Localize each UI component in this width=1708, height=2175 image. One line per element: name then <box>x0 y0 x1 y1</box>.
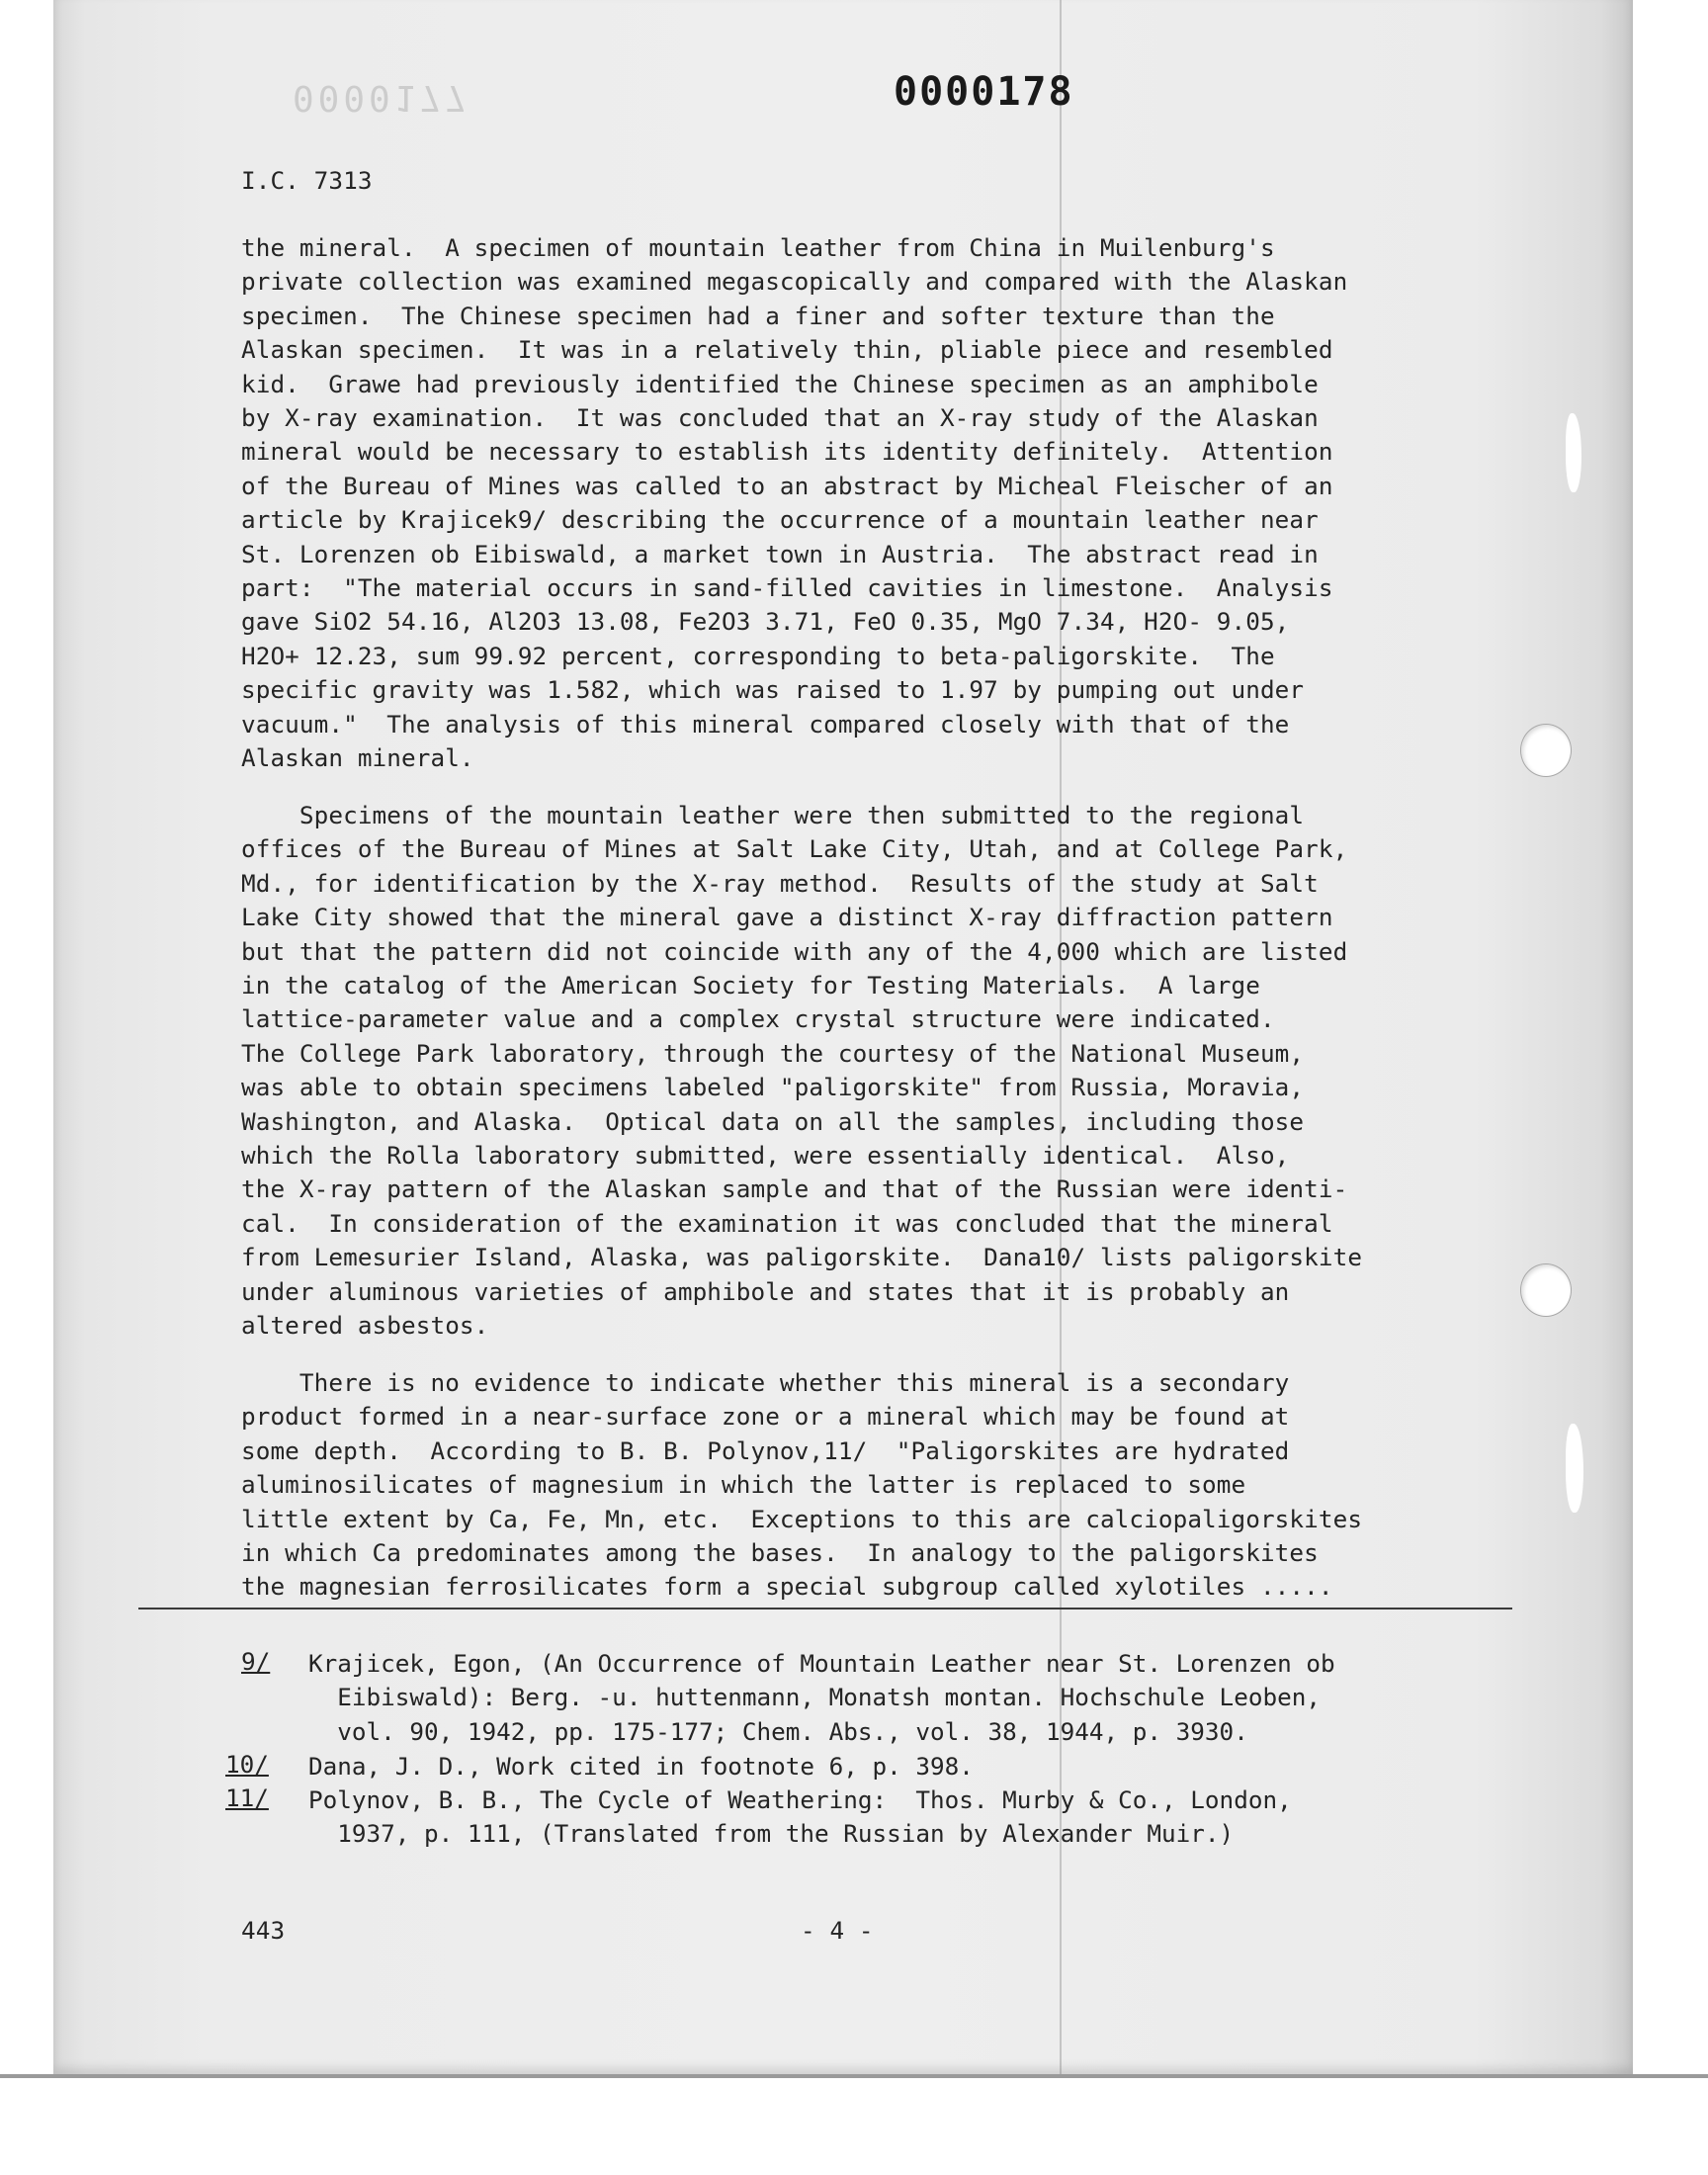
footnote-mark: 9/ <box>241 1647 271 1676</box>
document-id: I.C. 7313 <box>241 166 373 195</box>
footnote-separator <box>138 1608 1512 1610</box>
footnote-mark: 10/ <box>225 1750 269 1779</box>
punch-hole-lower <box>1520 1263 1572 1317</box>
footnote-mark: 11/ <box>225 1784 269 1812</box>
page-number: - 4 - <box>801 1916 874 1945</box>
footnote-text: Dana, J. D., Work cited in footnote 6, p. 398. <box>308 1752 974 1781</box>
paragraph-1: the mineral. A specimen of mountain leather from China in Muilenburg's private collection was examined megascopically and compared with the Alaskan specimen. The Chinese specimen had a finer and softer texture than the Alaskan specimen. It was in a relatively thin, pliable piece and resembled kid. Grawe had previously identified the Chinese specimen as an amphibole by X-ray examination. It was concluded that an X-ray study of the Alaskan mineral would be necessary to establish its identity definitely. Attention of the Bureau of Mines was called to an abstract by Micheal Fleischer of an article by Krajicek9/ describing the occurrence of a mountain leather near St. Lorenzen ob Eibiswald, a market town in Austria. The abstract read in part: "The material occurs in sand-filled cavities in limestone. Analysis gave SiO2 54.16, Al2O3 13.08, Fe2O3 3.71, FeO 0.35, MgO 7.34, H2O- 9.05, H2O+ 12.23, sum 99.92 percent, corresponding to beta-paligorskite. The specific gravity was 1.582, which was raised to 1.97 by pumping out under vacuum." The analysis of this mineral compared closely with that of the Alaskan mineral. <box>241 233 1348 773</box>
document-number: 0000178 <box>894 69 1074 115</box>
paragraph-2: Specimens of the mountain leather were then submitted to the regional offices of the Bureau of Mines at Salt Lake City, Utah, and at College Park, Md., for identification by the X-ray method. Results of the study at Salt Lake City showed that the mineral gave a distinct X-ray diffraction pattern but that the pattern did not coincide with any of the 4,000 which are listed in the catalog of the American Society for Testing Materials. A large lattice-parameter value and a complex crystal structure were indicated. The College Park laboratory, through the courtesy of the National Museum, was able to obtain specimens labeled "paligorskite" from Russia, Moravia, Washington, and Alaska. Optical data on all the samples, including those which the Rolla laboratory submitted, were essentially identical. Also, the X-ray pattern of the Alaskan sample and that of the Russian were identi- cal. In consideration of the examination it was concluded that the mineral from Lemesurier Island, Alaska, was paligorskite. Dana10/ lists paligorskite under aluminous varieties of amphibole and states that it is probably an altered asbestos. <box>241 801 1363 1341</box>
footnote-text: Krajicek, Egon, (An Occurrence of Mountain Leather near St. Lorenzen ob Eibiswald): Berg. -u. huttenmann, Monatsh montan. Hochschule Leoben, vol. 90, 1942, pp. 175-177; Chem. Abs., vol. 38, 1944, p. 3930. <box>308 1649 1335 1746</box>
footer-number: 443 <box>241 1916 286 1945</box>
paragraph-3: There is no evidence to indicate whether this mineral is a secondary product formed in a near-surface zone or a mineral which may be found at some depth. According to B. B. Polynov,11/ "Paligorskites are hydrated aluminosilicates of magnesium in which the latter is replaced to some little extent by Ca, Fe, Mn, etc. Exceptions to this are calciopaligorskites in which Ca predominates among the bases. In analogy to the paligorskites the magnesian ferrosilicates form a special subgroup called xylotiles ..... <box>241 1368 1363 1602</box>
bleed-through-number: 0000177 <box>293 77 470 118</box>
footnote-text: Polynov, B. B., The Cycle of Weathering: Thos. Murby & Co., London, 1937, p. 111, (Translated from the Russian by Alexander Muir.) <box>308 1785 1292 1849</box>
paper-edge <box>0 2074 1708 2078</box>
punch-hole-upper <box>1520 724 1572 777</box>
